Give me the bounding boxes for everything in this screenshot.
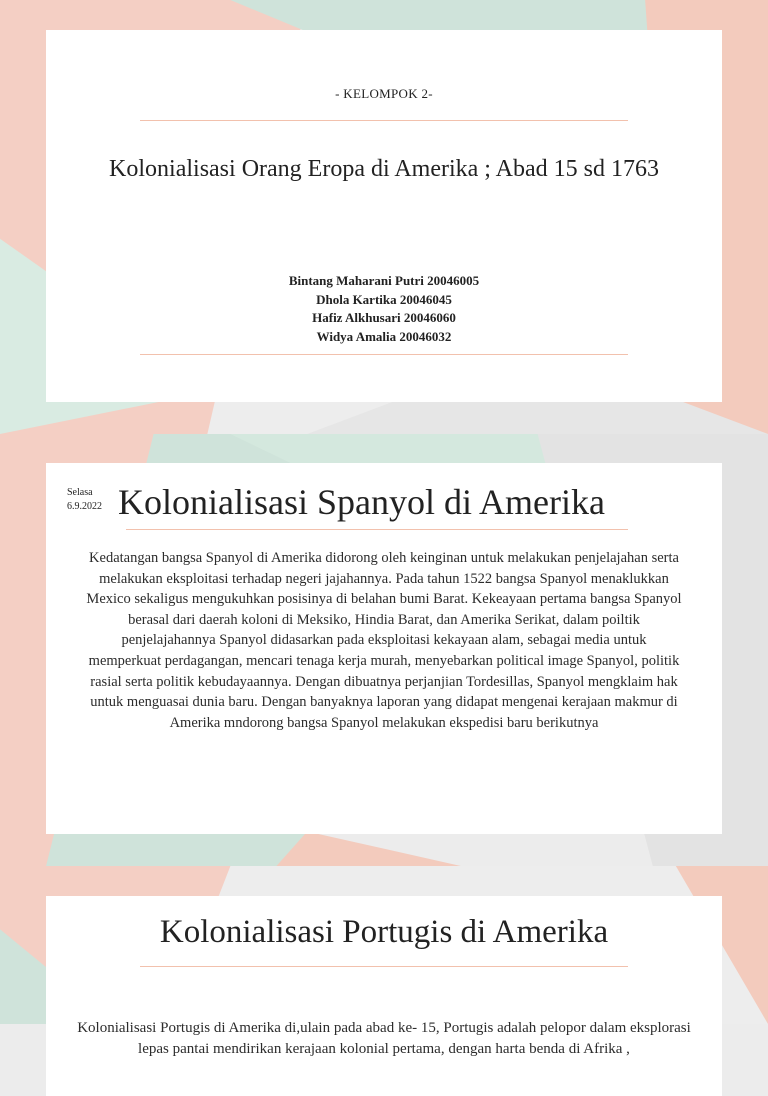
content-card-spanyol bbox=[46, 463, 722, 834]
slide-2 bbox=[0, 434, 768, 866]
author-3: Hafiz Alkhusari 20046060 bbox=[312, 310, 456, 325]
slide-3 bbox=[0, 866, 768, 1057]
section-title-spanyol: Kolonialisasi Spanyol di Amerika bbox=[118, 482, 605, 522]
date-stamp bbox=[67, 486, 102, 514]
title-underline bbox=[140, 966, 628, 967]
body-text-portugis: Kolonialisasi Portugis di Amerika di,ulain pada abad ke- 15, Portugis adalah pelopor dalam eksplorasi lepas pantai mendirikan kerajaan kolonial pertama, dengan harta benda di Afrika , bbox=[77, 1020, 691, 1057]
title-card bbox=[46, 30, 722, 402]
presentation-title: Kolonialisasi Orang Eropa di Amerika ; Abad 15 sd 1763 bbox=[109, 156, 659, 182]
divider-top bbox=[140, 120, 628, 121]
title-underline bbox=[126, 529, 628, 530]
date-value: 6.9.2022 bbox=[67, 501, 102, 512]
slide-1 bbox=[0, 0, 768, 434]
date-day: Selasa bbox=[67, 487, 93, 498]
content-card-portugis bbox=[46, 896, 722, 1096]
section-title-portugis: Kolonialisasi Portugis di Amerika bbox=[159, 914, 609, 950]
author-list bbox=[46, 272, 722, 346]
group-label: - KELOMPOK 2- bbox=[335, 86, 433, 101]
author-4: Widya Amalia 20046032 bbox=[316, 328, 452, 344]
author-2: Dhola Kartika 20046045 bbox=[316, 291, 452, 307]
author-1: Bintang Maharani Putri 20046005 bbox=[288, 273, 480, 288]
divider-bottom bbox=[140, 354, 628, 355]
body-text-spanyol: Kedatangan bangsa Spanyol di Amerika didorong oleh keinginan untuk melakukan penjelajahan serta melakukan eksploitasi terhadap negeri jajahannya. Pada tahun 1522 bangsa Spanyol menaklukkan Mexico sekaligus mengukuhkan posisinya di belahan bumi Barat. Kekeayaan pertama bangsa Spanyol berasal dari daerah koloni di Meksiko, Hindia Barat, dan Amerika Serikat, dalam poiltik penjelajahannya Spanyol didasarkan pada eksploitasi kekayaan alam, sebagai media untuk memperkuat perdagangan, mencari tenaga kerja murah, menyebarkan political image Spanyol, politik rasial serta politik kebudayaannya. Dengan dibuatnya perjanjian Tordesillas, Spanyol mengklaim hak untuk menguasai dunia baru. Dengan banyaknya laporan yang didapat mengenai kerajaan makmur di Amerika mndorong bangsa Spanyol melakukan ekspedisi baru berikutnya bbox=[86, 550, 682, 731]
